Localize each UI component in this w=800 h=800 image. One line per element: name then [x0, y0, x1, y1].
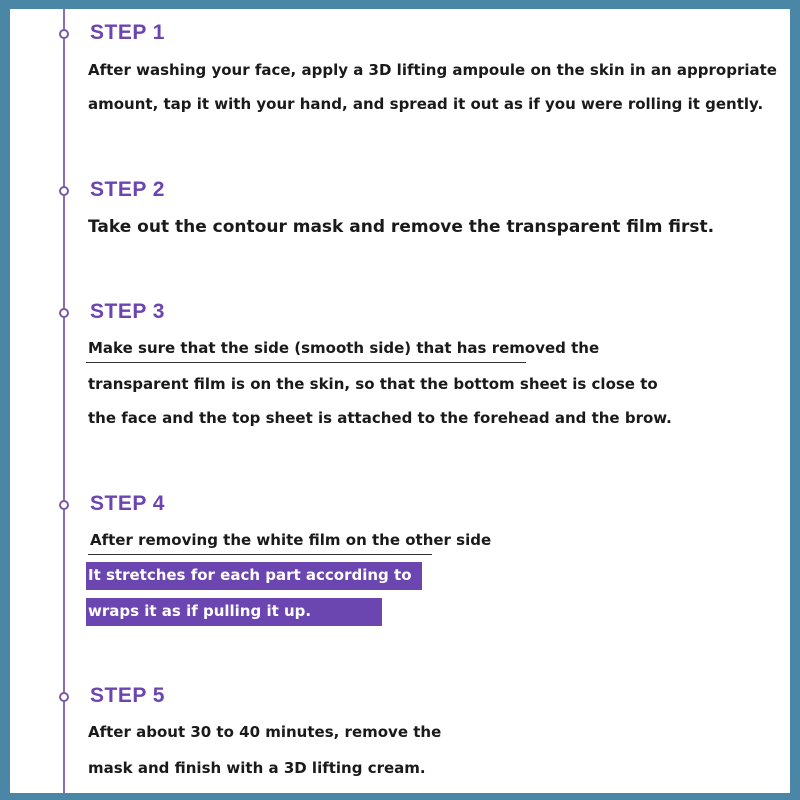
step-5-title: STEP 5 [90, 684, 165, 707]
step-2-title: STEP 2 [90, 178, 165, 201]
step-5-line-2: mask and finish with a 3D lifting cream. [88, 759, 426, 777]
timeline-dot-icon [59, 500, 69, 510]
step-3-line-2: transparent film is on the skin, so that the bottom sheet is close to [88, 375, 658, 393]
timeline-dot-icon [59, 308, 69, 318]
step-4-line-2: It stretches for each part according to [88, 566, 412, 584]
step-5-line-1: After about 30 to 40 minutes, remove the [88, 723, 442, 741]
timeline-line [63, 9, 65, 793]
steps-panel [10, 9, 790, 793]
step-4-underline [88, 554, 432, 555]
step-3-title: STEP 3 [90, 300, 165, 323]
timeline-dot-icon [59, 29, 69, 39]
step-4-line-1: After removing the white film on the other side [90, 531, 492, 549]
timeline-dot-icon [59, 692, 69, 702]
step-1-line-2: amount, tap it with your hand, and spread it out as if you were rolling it gently. [88, 95, 764, 113]
step-1-line-1: After washing your face, apply a 3D lifting ampoule on the skin in an appropriate [88, 61, 777, 79]
step-1-title: STEP 1 [90, 21, 165, 44]
step-3-underline [86, 362, 526, 363]
timeline-dot-icon [59, 186, 69, 196]
step-3-line-3: the face and the top sheet is attached to the forehead and the brow. [88, 409, 672, 427]
step-4-line-3: wraps it as if pulling it up. [88, 602, 312, 620]
step-4-title: STEP 4 [90, 492, 165, 515]
step-3-line-1: Make sure that the side (smooth side) that has removed the [88, 339, 600, 357]
step-2-line-1: Take out the contour mask and remove the transparent film first. [88, 217, 715, 237]
